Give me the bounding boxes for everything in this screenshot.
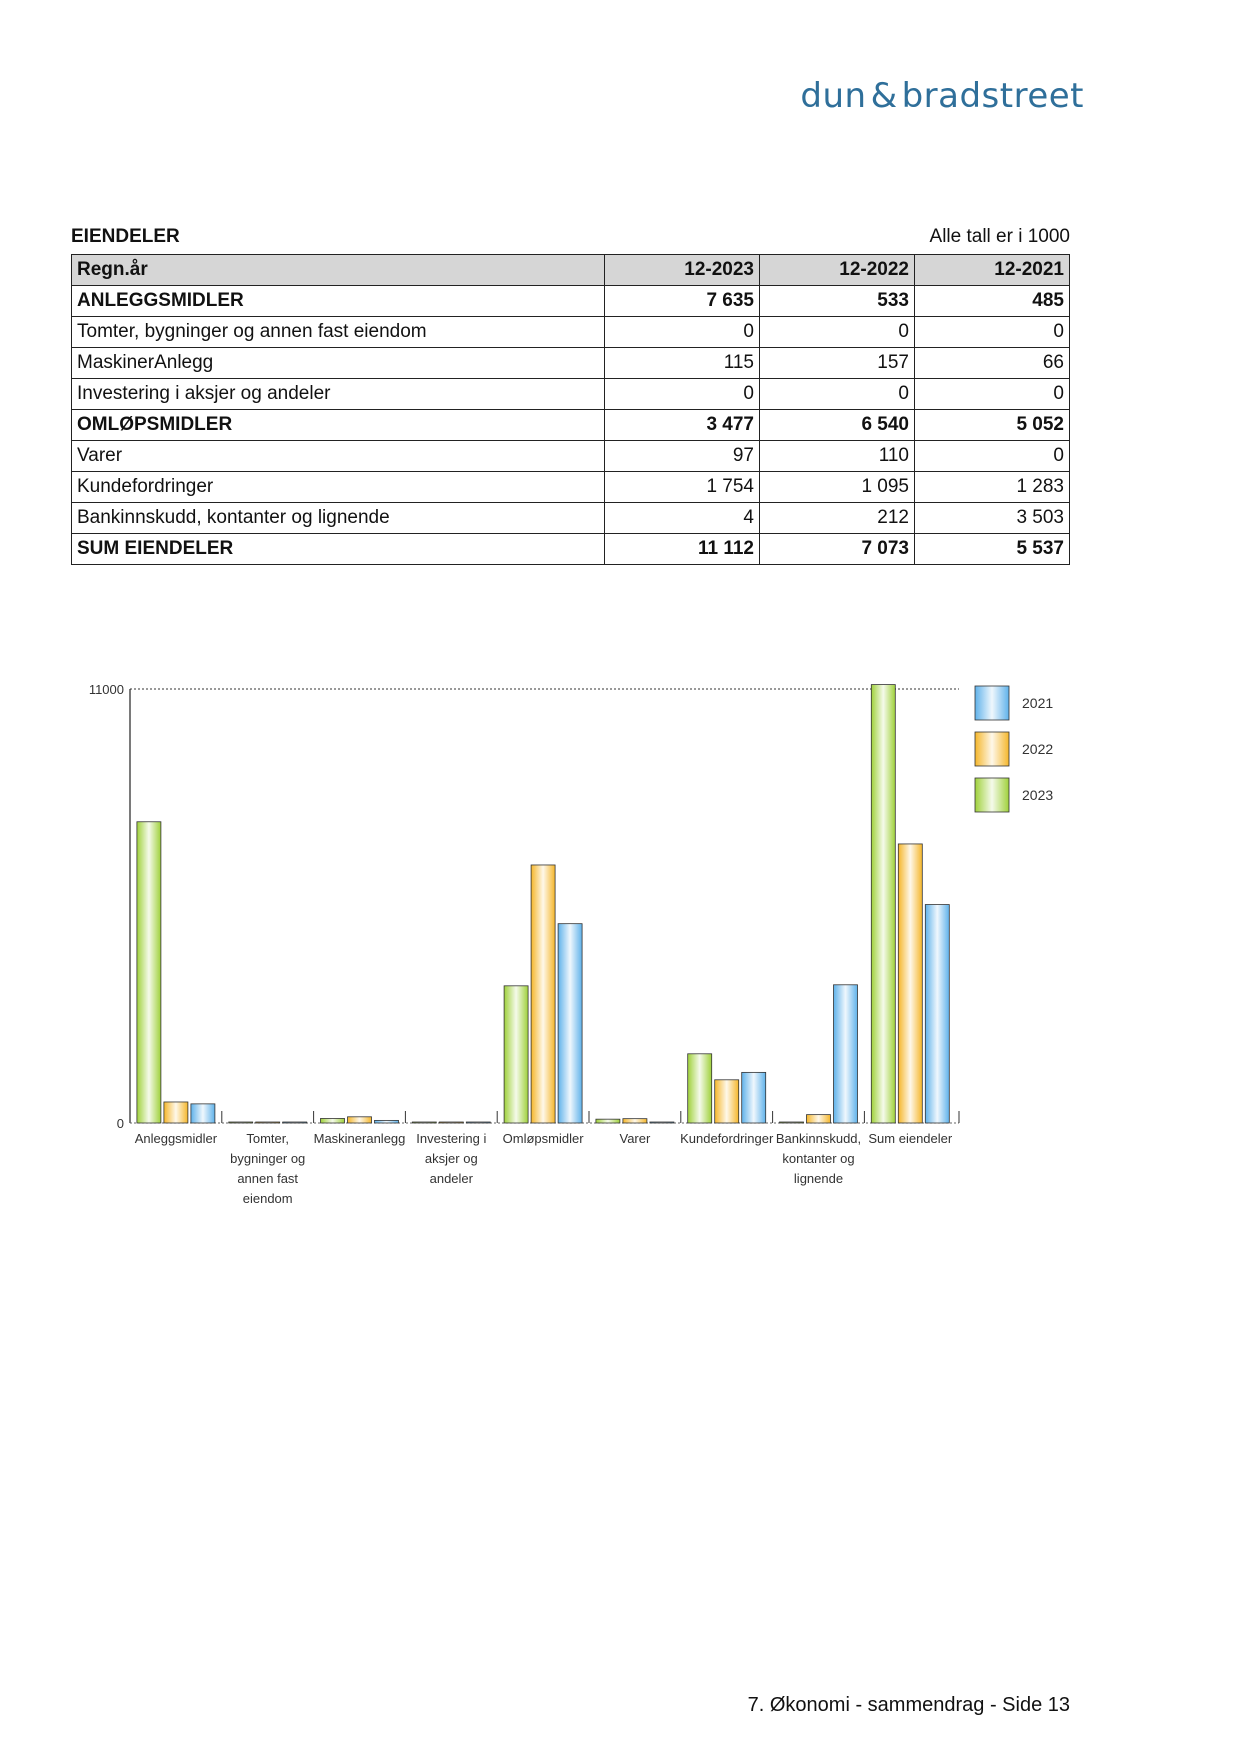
bar-2022-1 <box>256 1122 280 1123</box>
assets-table <box>71 254 1070 565</box>
row-value-12-2022: 0 <box>760 379 915 410</box>
row-value-12-2021: 0 <box>915 379 1070 410</box>
row-value-12-2023: 115 <box>605 348 760 379</box>
table-row <box>72 379 1070 410</box>
row-label: ANLEGGSMIDLER <box>72 286 605 317</box>
bar-2023-5 <box>596 1119 620 1123</box>
bar-2021-5 <box>650 1122 674 1123</box>
bar-2021-4 <box>558 924 582 1123</box>
table-header-row <box>72 255 1070 286</box>
y-tick-label: 11000 <box>88 682 124 697</box>
row-value-12-2023: 11 112 <box>605 534 760 565</box>
row-value-12-2022: 6 540 <box>760 410 915 441</box>
row-label: Tomter, bygninger og annen fast eiendom <box>72 317 605 348</box>
category-label: kontanter og <box>782 1151 855 1166</box>
header-label: Regn.år <box>72 255 605 286</box>
row-value-12-2021: 485 <box>915 286 1070 317</box>
bar-2021-2 <box>375 1120 399 1123</box>
row-value-12-2023: 97 <box>605 441 760 472</box>
table-row <box>72 410 1070 441</box>
row-label: Varer <box>72 441 605 472</box>
category-label: eiendom <box>242 1191 293 1206</box>
row-label: SUM EIENDELER <box>72 534 605 565</box>
bar-2022-2 <box>348 1117 372 1123</box>
header-col-2023: 12-2023 <box>605 255 760 286</box>
bar-2022-4 <box>531 865 555 1123</box>
category-label: lignende <box>793 1171 844 1186</box>
y-tick-label: 0 <box>116 1116 124 1131</box>
bar-2021-7 <box>834 985 858 1123</box>
row-value-12-2021: 66 <box>915 348 1070 379</box>
row-label: Kundefordringer <box>72 472 605 503</box>
row-value-12-2022: 0 <box>760 317 915 348</box>
legend-label: 2021 <box>1022 695 1054 711</box>
row-label: OMLØPSMIDLER <box>72 410 605 441</box>
bar-2023-3 <box>412 1122 436 1123</box>
bar-2023-0 <box>137 822 161 1123</box>
units-note: Alle tall er i 1000 <box>929 226 1070 247</box>
row-value-12-2021: 5 052 <box>915 410 1070 441</box>
category-label: Tomter, <box>246 1131 290 1146</box>
category-label: andeler <box>429 1171 473 1186</box>
row-value-12-2022: 533 <box>760 286 915 317</box>
assets-bar-chart <box>70 670 1070 1240</box>
row-value-12-2023: 1 754 <box>605 472 760 503</box>
bar-2021-1 <box>283 1122 307 1123</box>
brand-logo <box>800 76 1084 116</box>
row-value-12-2022: 212 <box>760 503 915 534</box>
bar-2021-0 <box>191 1104 215 1123</box>
logo-ampersand: & <box>870 76 898 116</box>
legend-label: 2022 <box>1022 741 1054 757</box>
header-col-2021: 12-2021 <box>915 255 1070 286</box>
row-value-12-2021: 1 283 <box>915 472 1070 503</box>
logo-text-right: bradstreet <box>901 76 1084 116</box>
row-value-12-2021: 0 <box>915 441 1070 472</box>
table-row <box>72 286 1070 317</box>
bar-2022-8 <box>898 844 922 1123</box>
row-value-12-2022: 7 073 <box>760 534 915 565</box>
category-label: Maskineranlegg <box>313 1131 406 1146</box>
section-title: EIENDELER <box>71 226 180 247</box>
row-value-12-2022: 157 <box>760 348 915 379</box>
category-label: Varer <box>619 1131 651 1146</box>
row-label: MaskinerAnlegg <box>72 348 605 379</box>
category-label: annen fast <box>237 1171 299 1186</box>
bar-2022-0 <box>164 1102 188 1123</box>
bar-2021-8 <box>925 905 949 1123</box>
category-label: Sum eiendeler <box>868 1131 953 1146</box>
legend-label: 2023 <box>1022 787 1054 803</box>
row-value-12-2023: 4 <box>605 503 760 534</box>
bar-2023-4 <box>504 986 528 1123</box>
bar-2021-6 <box>742 1072 766 1123</box>
bar-2022-6 <box>715 1080 739 1123</box>
bar-2023-7 <box>780 1122 804 1123</box>
row-value-12-2022: 110 <box>760 441 915 472</box>
row-value-12-2022: 1 095 <box>760 472 915 503</box>
bar-2022-7 <box>807 1115 831 1123</box>
table-row <box>72 472 1070 503</box>
legend-swatch-2022 <box>975 732 1009 766</box>
row-value-12-2023: 7 635 <box>605 286 760 317</box>
table-row <box>72 441 1070 472</box>
category-label: aksjer og <box>424 1151 478 1166</box>
table-row <box>72 534 1070 565</box>
header-col-2022: 12-2022 <box>760 255 915 286</box>
bar-2023-8 <box>871 685 895 1123</box>
bar-2023-2 <box>321 1118 345 1123</box>
bar-2022-3 <box>439 1122 463 1123</box>
category-label: Anleggsmidler <box>134 1131 218 1146</box>
row-label: Bankinnskudd, kontanter og lignende <box>72 503 605 534</box>
row-value-12-2021: 3 503 <box>915 503 1070 534</box>
row-value-12-2021: 0 <box>915 317 1070 348</box>
category-label: Omløpsmidler <box>502 1131 584 1146</box>
logo-text-left: dun <box>800 76 867 116</box>
legend-swatch-2023 <box>975 778 1009 812</box>
category-label: Kundefordringer <box>680 1131 774 1146</box>
legend-swatch-2021 <box>975 686 1009 720</box>
category-label: Investering i <box>416 1131 487 1146</box>
row-value-12-2023: 0 <box>605 317 760 348</box>
row-value-12-2023: 0 <box>605 379 760 410</box>
bar-2023-1 <box>229 1122 253 1123</box>
row-value-12-2023: 3 477 <box>605 410 760 441</box>
table-row <box>72 348 1070 379</box>
table-row <box>72 317 1070 348</box>
bar-2023-6 <box>688 1054 712 1123</box>
category-label: bygninger og <box>230 1151 306 1166</box>
row-value-12-2021: 5 537 <box>915 534 1070 565</box>
category-label: Bankinnskudd, <box>775 1131 862 1146</box>
bar-2021-3 <box>466 1122 490 1123</box>
page-footer: 7. Økonomi - sammendrag - Side 13 <box>747 1694 1070 1716</box>
row-label: Investering i aksjer og andeler <box>72 379 605 410</box>
table-row <box>72 503 1070 534</box>
bar-2022-5 <box>623 1119 647 1123</box>
